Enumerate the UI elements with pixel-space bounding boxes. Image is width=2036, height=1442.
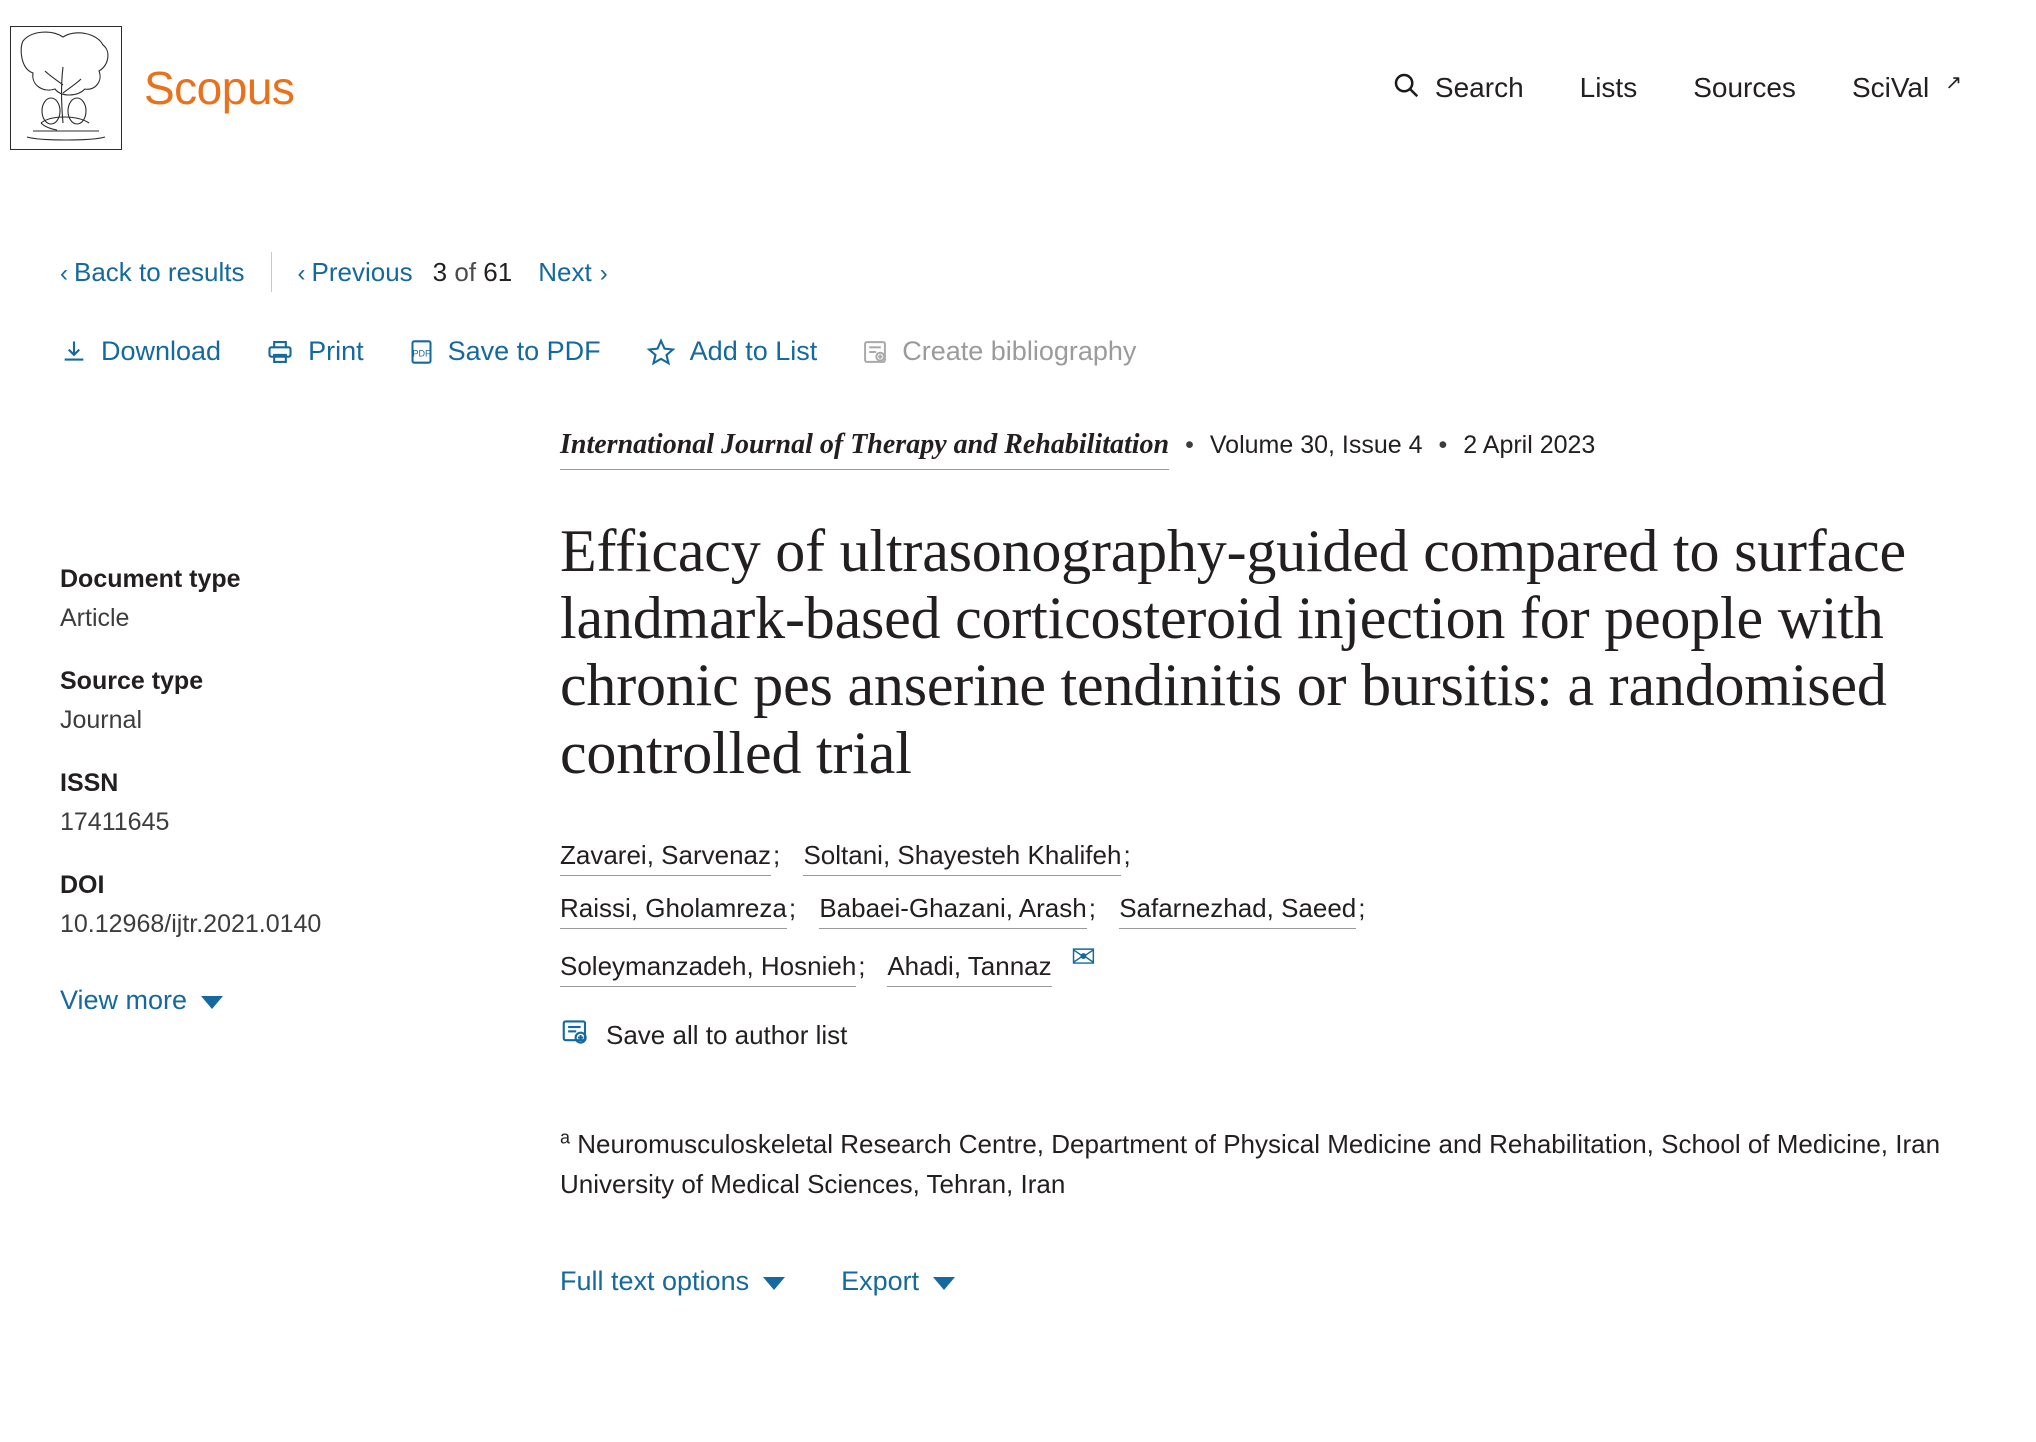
create-bibliography-button	[861, 336, 1136, 367]
doi-label: DOI	[60, 871, 105, 899]
record-metadata-sidebar	[60, 429, 560, 1297]
document-type-label: Document type	[60, 565, 241, 593]
add-to-list-button[interactable]	[645, 336, 818, 367]
bibliography-icon	[861, 338, 889, 366]
source-type-value: Journal	[60, 706, 142, 734]
logo-area[interactable]	[0, 26, 294, 150]
save-to-pdf-button[interactable]	[408, 336, 601, 367]
total-records: 61	[483, 256, 513, 287]
author-link[interactable]: Soltani, Shayesteh Khalifeh	[803, 840, 1121, 876]
chevron-left-icon: ‹	[297, 259, 306, 287]
author-separator: ;	[1088, 893, 1096, 924]
author-separator: ;	[858, 951, 866, 982]
document-action-bar	[0, 336, 2036, 367]
doi-value: 10.12968/ijtr.2021.0140	[60, 910, 322, 938]
scopus-tree-logo-icon	[10, 26, 122, 150]
chevron-down-icon	[763, 1277, 785, 1290]
author-separator: ;	[788, 893, 797, 924]
affiliation-text: Neuromusculoskeletal Research Centre, Department of Physical Medicine and Rehabilitation, School of Medicine, Iran University of Medical Sciences, Tehran, Iran	[560, 1128, 1941, 1200]
nav-scival-label: SciVal	[1851, 72, 1930, 103]
page-title: Efficacy of ultrasonography-guided compared to surface landmark-based corticosteroid injection for people with chronic pes anserine tendinitis or bursitis: a randomised controlled trial	[560, 518, 1906, 786]
nav-sources[interactable]	[1693, 72, 1796, 104]
record-bottom-links	[560, 1266, 1976, 1297]
author-list	[560, 829, 1976, 997]
record-content	[0, 429, 2036, 1297]
author-link[interactable]: Soleymanzadeh, Hosnieh	[560, 951, 856, 987]
app-header	[0, 0, 2036, 176]
author-link[interactable]: Zavarei, Sarvenaz	[560, 840, 771, 876]
download-label: Download	[101, 336, 222, 366]
create-bibliography-label: Create bibliography	[902, 336, 1137, 366]
brand-name: Scopus	[144, 62, 295, 114]
issn-value: 17411645	[60, 808, 170, 836]
separator: •	[1185, 431, 1194, 459]
affiliation-marker: a	[560, 1127, 571, 1148]
pdf-icon	[408, 338, 435, 366]
export-label: Export	[841, 1266, 920, 1297]
printer-icon	[265, 338, 295, 366]
affiliation	[560, 1124, 1976, 1205]
nav-search-label: Search	[1434, 72, 1524, 103]
add-to-list-label: Add to List	[689, 336, 818, 366]
issn-label: ISSN	[60, 769, 119, 797]
source-type-label: Source type	[60, 667, 204, 695]
author-link[interactable]: Raissi, Gholamreza	[560, 893, 787, 929]
separator: •	[1438, 431, 1448, 459]
print-label: Print	[308, 336, 364, 366]
author-link[interactable]: Ahadi, Tannaz	[887, 951, 1051, 987]
email-icon[interactable]: ✉	[1070, 941, 1097, 975]
author-link[interactable]: Babaei-Ghazani, Arash	[819, 893, 1086, 929]
author-link[interactable]: Safarnezhad, Saeed	[1119, 893, 1356, 929]
save-all-to-author-list-button[interactable]	[560, 1017, 1976, 1054]
record-main	[560, 429, 2036, 1297]
author-separator: ;	[772, 839, 781, 870]
star-icon	[645, 337, 677, 367]
chevron-right-icon: ›	[599, 259, 608, 287]
external-link-icon: ↗	[1945, 71, 1962, 94]
chevron-left-icon: ‹	[60, 259, 68, 287]
current-record-number: 3	[432, 256, 448, 287]
document-type-value: Article	[60, 604, 130, 632]
author-separator: ;	[1123, 839, 1131, 870]
nav-lists[interactable]	[1580, 72, 1638, 104]
full-text-options-button[interactable]	[560, 1266, 785, 1297]
save-all-to-author-list-label: Save all to author list	[606, 1019, 848, 1050]
main-nav	[1391, 70, 1996, 107]
full-text-options-label: Full text options	[560, 1266, 750, 1297]
publication-date: 2 April 2023	[1463, 431, 1596, 459]
view-more-label: View more	[60, 985, 188, 1015]
download-button[interactable]	[60, 336, 221, 367]
divider	[271, 252, 272, 292]
next-record-link[interactable]	[538, 257, 607, 288]
nav-search[interactable]	[1391, 70, 1524, 107]
download-icon	[60, 338, 88, 366]
svg-text:PDF: PDF	[412, 348, 431, 358]
source-line	[560, 429, 1976, 470]
author-list-icon	[560, 1017, 590, 1054]
print-button[interactable]	[265, 336, 364, 367]
chevron-down-icon	[201, 996, 223, 1009]
record-counter	[433, 257, 513, 288]
volume-issue: Volume 30, Issue 4	[1209, 431, 1423, 459]
next-label: Next	[538, 256, 592, 287]
nav-sources-label: Sources	[1693, 72, 1796, 103]
chevron-down-icon	[933, 1277, 955, 1290]
back-to-results-link[interactable]	[60, 257, 245, 288]
nav-lists-label: Lists	[1579, 72, 1638, 103]
of-label: of	[454, 256, 477, 287]
export-button[interactable]	[841, 1266, 955, 1297]
journal-title-link[interactable]: International Journal of Therapy and Rehabilitation	[560, 429, 1169, 470]
nav-scival[interactable]	[1852, 72, 1960, 104]
search-icon	[1391, 70, 1421, 107]
author-separator: ;	[1358, 893, 1366, 924]
view-more-button[interactable]	[60, 985, 560, 1016]
save-to-pdf-label: Save to PDF	[447, 336, 601, 366]
back-to-results-label: Back to results	[74, 256, 245, 287]
previous-label: Previous	[311, 256, 413, 287]
results-navigation-bar	[0, 252, 2036, 292]
previous-record-link[interactable]	[298, 257, 413, 288]
